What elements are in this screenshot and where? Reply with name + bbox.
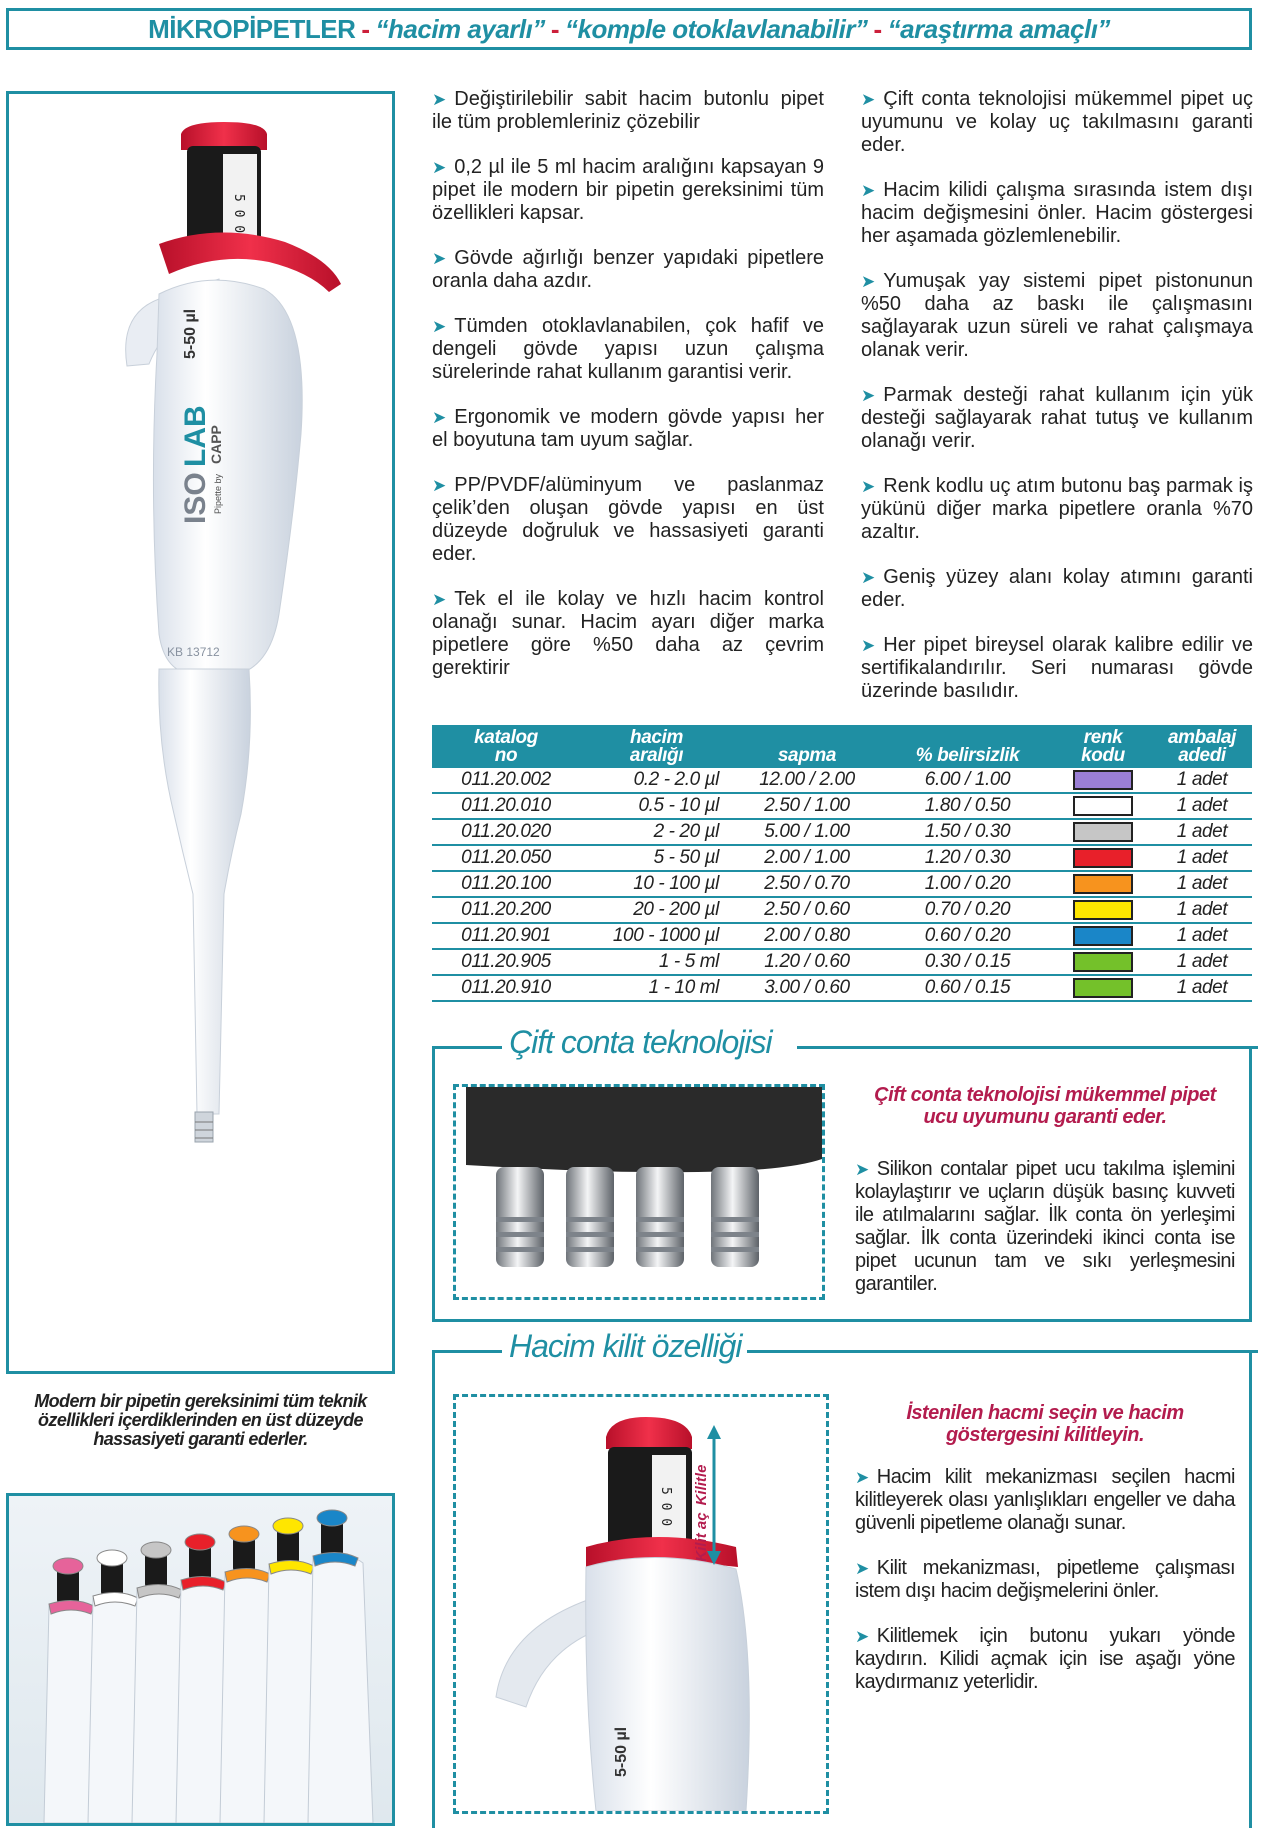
feature-item: ➤ Parmak desteği rahat kullanım için yük desteği sağlayarak rahat tutuş ve kullanım olanağı verir. [861,384,1253,452]
arrow-bullet-icon: ➤ [855,1160,869,1179]
color-code-cell [1054,819,1152,845]
lock-volume-label: 5-50 µl [613,1726,630,1777]
pipette-family-illustration [9,1496,392,1823]
package-qty-cell: 1 adet [1152,845,1252,871]
page-header [6,8,1252,50]
accuracy-cell: 2.50 / 1.00 [733,793,881,819]
col-renk: renk kodu [1054,725,1152,768]
feature-item: ➤ 0,2 µl ile 5 ml hacim aralığını kapsayan 9 pipet ile modern bir pipetin gereksinimi tüm özellikleri kapsar. [432,156,824,224]
seal-nozzle [496,1167,544,1267]
uncertainty-cell: 0.60 / 0.15 [881,975,1054,1001]
arrow-bullet-icon: ➤ [855,1627,869,1646]
volume-range-cell: 1 - 5 ml [580,949,733,975]
lock-photo [453,1394,829,1814]
arrow-bullet-icon: ➤ [861,477,876,496]
feature-item: ➤ Geniş yüzey alanı kolay atımını garanti eder. [861,566,1253,611]
header-separator: - [361,13,370,44]
lock-box-heading: İstenilen hacmi seçin ve hacim göstergesini kilitleyin. [906,1402,1184,1446]
arrow-bullet-icon: ➤ [432,158,447,177]
arrow-bullet-icon: ➤ [432,476,447,495]
catalog-no-cell: 011.20.020 [432,819,580,845]
feature-item: ➤ Değiştirilebilir sabit hacim butonlu pipet ile tüm problemleriniz çözebilir [432,88,824,133]
brand-iso: ISO [179,472,212,524]
package-qty-cell: 1 adet [1152,819,1252,845]
accuracy-cell: 12.00 / 2.00 [733,768,881,793]
family-pipette [308,1510,373,1823]
unlock-arrow-label: Kilit aç [693,1512,710,1562]
catalog-no-cell: 011.20.010 [432,793,580,819]
accuracy-cell: 2.00 / 0.80 [733,923,881,949]
package-qty-cell: 1 adet [1152,923,1252,949]
seal-nozzles-illustration [456,1087,822,1297]
pipette-illustration [9,94,392,1371]
color-swatch [1073,848,1133,868]
table-row [432,975,1252,1001]
color-swatch [1073,874,1133,894]
uncertainty-cell: 0.60 / 0.20 [881,923,1054,949]
color-code-cell [1054,923,1152,949]
feature-item: ➤ Yumuşak yay sistemi pipet pistonunun %50 daha az baskı ile çalışmasını sağlayarak uzun süreli ve rahat çalışmaya olanak verir. [861,270,1253,361]
arrow-bullet-icon: ➤ [855,1559,869,1578]
seal-nozzle [636,1167,684,1267]
lock-paragraph: ➤ Hacim kilit mekanizması seçilen hacmi kilitleyerek olası yanlışlıkları engeller ve daha güvenli pipetleme olanağı sunar. [855,1466,1235,1534]
volume-label: 5-50 µl [182,308,199,359]
brand-sub: Pipette by [213,473,223,514]
seal-box-title: Çift conta teknolojisi [505,1024,776,1061]
table-row [432,871,1252,897]
lock-box-title: Hacim kilit özelliği [505,1328,746,1365]
product-image-frame [6,91,395,1374]
package-qty-cell: 1 adet [1152,949,1252,975]
arrow-bullet-icon: ➤ [861,90,876,109]
feature-item: ➤ Gövde ağırlığı benzer yapıdaki pipetlere oranla daha azdır. [432,247,824,292]
header-separator: - [873,13,882,44]
lock-box-body [855,1466,1235,1716]
color-code-cell [1054,975,1152,1001]
col-sapma: sapma [733,725,881,768]
arrow-bullet-icon: ➤ [861,181,876,200]
catalog-no-cell: 011.20.905 [432,949,580,975]
arrow-bullet-icon: ➤ [432,90,447,109]
arrow-bullet-icon: ➤ [861,272,876,291]
col-hacim: hacim aralığı [580,725,733,768]
color-swatch [1073,926,1133,946]
package-qty-cell: 1 adet [1152,793,1252,819]
feature-item: ➤ Çift conta teknolojisi mükemmel pipet uç uyumunu ve kolay uç takılmasını garanti eder. [861,88,1253,156]
feature-item: ➤ Her pipet bireysel olarak kalibre edilir ve sertifikalandırılır. Seri numarası gövde üzerinde basılıdır. [861,634,1253,702]
header-brand: MİKROPİPETLER [148,13,356,44]
table-row [432,819,1252,845]
lock-paragraph: ➤ Kilitlemek için butonu yukarı yönde kaydırın. Kilidi açmak için ise aşağı yöne kaydırmanız yeterlidir. [855,1625,1235,1693]
volume-lock-box [432,1328,1252,1828]
accuracy-cell: 2.00 / 1.00 [733,845,881,871]
header-tag-arastirma: “araştırma amaçlı” [887,13,1110,44]
feature-item: ➤ Tek el ile kolay ve hızlı hacim kontrol olanağı sunar. Hacim ayarı diğer marka pipetlere göre %50 daha az çevrim gerektirir [432,588,824,679]
color-swatch [1073,796,1133,816]
catalog-no-cell: 011.20.050 [432,845,580,871]
arrow-bullet-icon: ➤ [861,568,876,587]
header-separator: - [550,13,560,44]
uncertainty-cell: 1.80 / 0.50 [881,793,1054,819]
accuracy-cell: 2.50 / 0.70 [733,871,881,897]
catalog-no-cell: 011.20.901 [432,923,580,949]
seal-box-body: ➤ Silikon contalar pipet ucu takılma işlemini kolaylaştırır ve uçların düşük basınç kuvveti ile atılmalarını sağlar. İlk conta ön yerleşimi sağlar. İlk conta üzerindeki ikinci conta ise pipet ucunun tam ve sıkı yerleşmesini garantiler. [855,1158,1235,1295]
seal-photo [453,1084,825,1300]
accuracy-cell: 2.50 / 0.60 [733,897,881,923]
arrow-bullet-icon: ➤ [861,636,876,655]
package-qty-cell: 1 adet [1152,871,1252,897]
accuracy-cell: 1.20 / 0.60 [733,949,881,975]
table-row [432,768,1252,793]
header-tag-hacim: “hacim ayarlı” [375,13,545,44]
arrow-bullet-icon: ➤ [432,249,447,268]
feature-item: ➤ Hacim kilidi çalışma sırasında istem dışı hacim değişmesini önler. Hacim göstergesi her aşamada gözlemlenebilir. [861,179,1253,247]
color-code-cell [1054,871,1152,897]
color-swatch [1073,978,1133,998]
color-code-cell [1054,897,1152,923]
uncertainty-cell: 0.30 / 0.15 [881,949,1054,975]
volume-range-cell: 20 - 200 µl [580,897,733,923]
color-code-cell [1054,793,1152,819]
arrow-bullet-icon: ➤ [432,317,447,336]
feature-item: ➤ Renk kodlu uç atım butonu baş parmak iş yükünü diğer marka pipetlere oranla %70 azaltır. [861,475,1253,543]
color-code-cell [1054,845,1152,871]
feature-item: ➤ Ergonomik ve modern gövde yapısı her el boyutuna tam uyum sağlar. [432,406,824,451]
feature-item: ➤ PP/PVDF/alüminyum ve paslanmaz çelik’den oluşan gövde yapısı en üst düzeyde doğruluk ve hassasiyeti garanti eder. [432,474,824,565]
arrow-bullet-icon: ➤ [855,1468,869,1487]
seal-technology-box [432,1024,1252,1322]
arrow-bullet-icon: ➤ [861,386,876,405]
volume-range-cell: 0.5 - 10 µl [580,793,733,819]
color-swatch [1073,900,1133,920]
package-qty-cell: 1 adet [1152,897,1252,923]
catalog-no-cell: 011.20.200 [432,897,580,923]
uncertainty-cell: 0.70 / 0.20 [881,897,1054,923]
color-swatch [1073,952,1133,972]
uncertainty-cell: 1.00 / 0.20 [881,871,1054,897]
volume-range-cell: 10 - 100 µl [580,871,733,897]
brand-lab: LAB [179,405,212,467]
spec-table-header [432,725,1252,768]
serial-label: KB 13712 [167,645,220,659]
feature-item: ➤ Tümden otoklavlanabilen, çok hafif ve dengeli gövde yapısı uzun çalışma sürelerinde rahat kullanım garantisi verir. [432,315,824,383]
arrow-bullet-icon: ➤ [432,408,447,427]
seal-nozzle [711,1167,759,1267]
package-qty-cell: 1 adet [1152,768,1252,793]
color-code-cell [1054,768,1152,793]
volume-range-cell: 0.2 - 2.0 µl [580,768,733,793]
color-swatch [1073,822,1133,842]
volume-range-cell: 1 - 10 ml [580,975,733,1001]
table-row [432,897,1252,923]
seal-nozzle [566,1167,614,1267]
volume-range-cell: 2 - 20 µl [580,819,733,845]
left-caption: Modern bir pipetin gereksinimi tüm teknik özellikleri içerdiklerinden en üst düzeyde hassasiyeti garanti ederler. [34,1391,367,1449]
col-katalog: katalog no [432,725,580,768]
accuracy-cell: 5.00 / 1.00 [733,819,881,845]
lock-paragraph: ➤ Kilit mekanizması, pipetleme çalışması istem dışı hacim değişmelerini önler. [855,1557,1235,1602]
table-row [432,793,1252,819]
arrow-bullet-icon: ➤ [432,590,447,609]
lock-display-digits: 5 0 0 [658,1487,673,1527]
lock-arrow-label: Kilitle [693,1464,710,1506]
brand-capp: CAPP [208,425,224,464]
color-code-cell [1054,949,1152,975]
uncertainty-cell: 6.00 / 1.00 [881,768,1054,793]
header-tag-otoklav: “komple otoklavlanabilir” [565,13,868,44]
uncertainty-cell: 1.50 / 0.30 [881,819,1054,845]
col-ambalaj: ambalaj adedi [1152,725,1252,768]
table-row [432,845,1252,871]
table-row [432,949,1252,975]
accuracy-cell: 3.00 / 0.60 [733,975,881,1001]
features-column-1 [432,88,824,702]
pipette-family-image [6,1493,395,1826]
table-row [432,923,1252,949]
color-swatch [1073,770,1133,790]
package-qty-cell: 1 adet [1152,975,1252,1001]
spec-table [432,725,1252,1002]
col-belirsizlik: % belirsizlik [881,725,1054,768]
features-column-2 [861,88,1253,725]
catalog-no-cell: 011.20.002 [432,768,580,793]
catalog-no-cell: 011.20.100 [432,871,580,897]
seal-box-heading: Çift conta teknolojisi mükemmel pipet ucu uyumunu garanti eder. [874,1084,1216,1128]
uncertainty-cell: 1.20 / 0.30 [881,845,1054,871]
volume-range-cell: 100 - 1000 µl [580,923,733,949]
lock-mechanism-illustration [456,1397,826,1811]
display-digits: 5 0 0 [231,194,246,234]
catalog-no-cell: 011.20.910 [432,975,580,1001]
volume-range-cell: 5 - 50 µl [580,845,733,871]
